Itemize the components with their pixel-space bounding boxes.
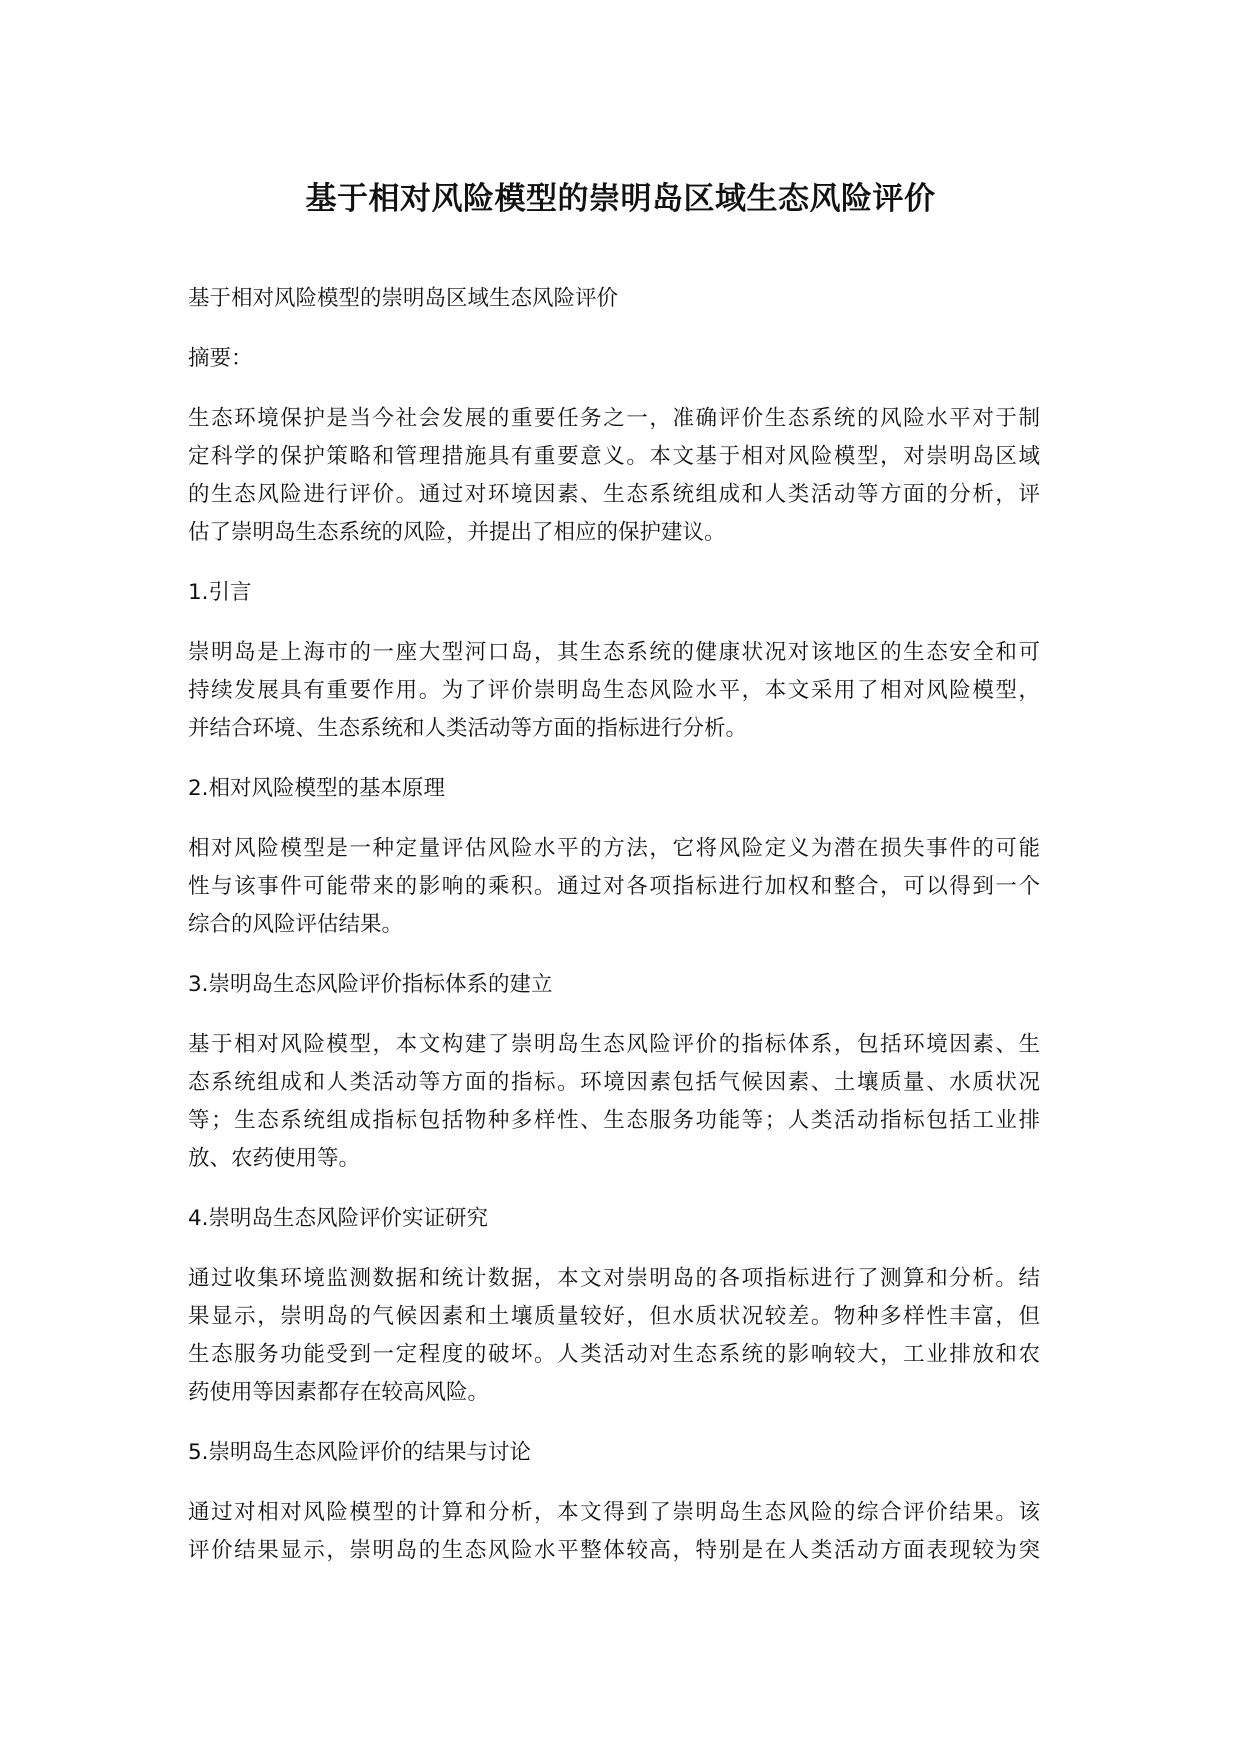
paragraph-line: 药使用等因素都存在较高风险。 bbox=[188, 1380, 490, 1405]
paragraph-line: 相对风险模型是一种定量评估风险水平的方法，它将风险定义为潜在损失事件的可能 bbox=[188, 836, 1040, 861]
paragraph-line: 通过收集环境监测数据和统计数据，本文对崇明岛的各项指标进行了测算和分析。结 bbox=[188, 1266, 1040, 1291]
paragraph-line: 的生态风险进行评价。通过对环境因素、生态系统组成和人类活动等方面的分析，评 bbox=[188, 482, 1040, 507]
paragraph-line: 等；生态系统组成指标包括物种多样性、生态服务功能等；人类活动指标包括工业排 bbox=[188, 1108, 1040, 1133]
paragraph-line: 估了崇明岛生态系统的风险，并提出了相应的保护建议。 bbox=[188, 520, 726, 545]
section-heading-text: 2.相对风险模型的基本原理 bbox=[188, 776, 446, 801]
section-heading-text: 3.崇明岛生态风险评价指标体系的建立 bbox=[188, 972, 553, 997]
subtitle-block bbox=[188, 280, 1040, 318]
section-paragraph bbox=[188, 1026, 1040, 1178]
section-paragraph bbox=[188, 1494, 1040, 1570]
paragraph-line: 果显示，崇明岛的气候因素和土壤质量较好，但水质状况较差。物种多样性丰富，但 bbox=[188, 1304, 1040, 1329]
section-heading-text: 1.引言 bbox=[188, 580, 252, 605]
abstract-paragraph bbox=[188, 400, 1040, 552]
section-heading bbox=[188, 770, 1040, 808]
document-title: 基于相对风险模型的崇明岛区域生态风险评价 bbox=[305, 181, 936, 217]
section-heading bbox=[188, 1200, 1040, 1238]
section-paragraph bbox=[188, 1260, 1040, 1412]
document-body bbox=[188, 280, 1040, 1592]
paragraph-line: 生态服务功能受到一定程度的破坏。人类活动对生态系统的影响较大，工业排放和农 bbox=[188, 1342, 1040, 1367]
paragraph-line: 定科学的保护策略和管理措施具有重要意义。本文基于相对风险模型，对崇明岛区域 bbox=[188, 444, 1040, 469]
abstract-label-block bbox=[188, 340, 1040, 378]
paragraph-line: 崇明岛是上海市的一座大型河口岛，其生态系统的健康状况对该地区的生态安全和可 bbox=[188, 640, 1040, 665]
abstract-label: 摘要： bbox=[188, 346, 253, 371]
paragraph-line: 放、农药使用等。 bbox=[188, 1146, 361, 1171]
document-subtitle: 基于相对风险模型的崇明岛区域生态风险评价 bbox=[188, 286, 619, 311]
section-heading-text: 4.崇明岛生态风险评价实证研究 bbox=[188, 1206, 489, 1231]
paragraph-line: 评价结果显示，崇明岛的生态风险水平整体较高，特别是在人类活动方面表现较为突 bbox=[188, 1538, 1040, 1563]
paragraph-line: 持续发展具有重要作用。为了评价崇明岛生态风险水平，本文采用了相对风险模型， bbox=[188, 678, 1040, 703]
paragraph-line: 通过对相对风险模型的计算和分析，本文得到了崇明岛生态风险的综合评价结果。该 bbox=[188, 1500, 1040, 1525]
section-heading bbox=[188, 1434, 1040, 1472]
paragraph-line: 生态环境保护是当今社会发展的重要任务之一，准确评价生态系统的风险水平对于制 bbox=[188, 406, 1040, 431]
section-heading-text: 5.崇明岛生态风险评价的结果与讨论 bbox=[188, 1440, 532, 1465]
paragraph-line: 性与该事件可能带来的影响的乘积。通过对各项指标进行加权和整合，可以得到一个 bbox=[188, 874, 1040, 899]
section-heading bbox=[188, 966, 1040, 1004]
section-paragraph bbox=[188, 830, 1040, 944]
paragraph-line: 态系统组成和人类活动等方面的指标。环境因素包括气候因素、土壤质量、水质状况 bbox=[188, 1070, 1040, 1095]
section-paragraph bbox=[188, 634, 1040, 748]
paragraph-line: 基于相对风险模型，本文构建了崇明岛生态风险评价的指标体系，包括环境因素、生 bbox=[188, 1032, 1040, 1057]
paragraph-line: 综合的风险评估结果。 bbox=[188, 912, 404, 937]
paragraph-line: 并结合环境、生态系统和人类活动等方面的指标进行分析。 bbox=[188, 716, 748, 741]
section-heading bbox=[188, 574, 1040, 612]
